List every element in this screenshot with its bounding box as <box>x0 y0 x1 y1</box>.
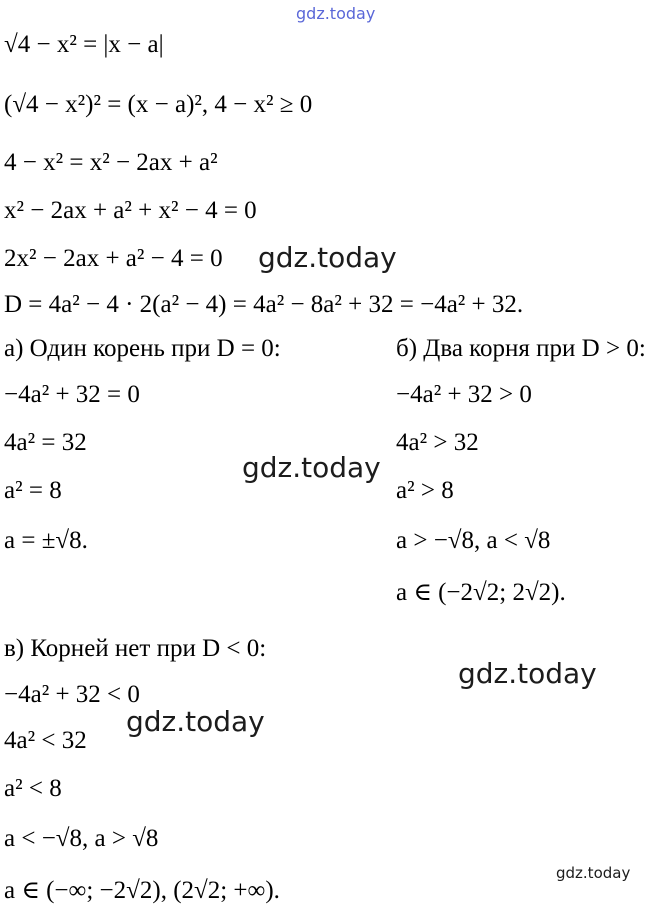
watermark-left: gdz.today <box>126 705 265 738</box>
case-b-line-5: a ∈ (−2√2; 2√2). <box>396 579 566 606</box>
case-c-heading: в) Корней нет при D < 0: <box>4 635 267 662</box>
case-c-line-3: a² < 8 <box>4 775 62 802</box>
case-a-line-2: 4a² = 32 <box>4 429 87 456</box>
case-a-heading: а) Один корень при D = 0: <box>4 335 281 362</box>
discriminant-line: D = 4a² − 4 · 2(a² − 4) = 4a² − 8a² + 32 = −4a² + 32. <box>4 291 524 318</box>
equation-line-2: (√4 − x²)² = (x − a)², 4 − x² ≥ 0 <box>4 91 313 118</box>
watermark-top: gdz.today <box>296 4 376 23</box>
watermark-middle: gdz.today <box>242 451 381 484</box>
equation-line-3: 4 − x² = x² − 2ax + a² <box>4 149 218 176</box>
equation-line-4: x² − 2ax + a² + x² − 4 = 0 <box>4 197 257 224</box>
watermark-inline: gdz.today <box>258 241 397 274</box>
equation-line-1: √4 − x² = |x − a| <box>4 31 164 58</box>
case-c-line-2: 4a² < 32 <box>4 727 87 754</box>
case-c-line-5: a ∈ (−∞; −2√2), (2√2; +∞). <box>4 877 280 904</box>
watermark-right: gdz.today <box>458 657 597 690</box>
case-a-line-1: −4a² + 32 = 0 <box>4 381 140 408</box>
watermark-bottom: gdz.today <box>556 864 631 882</box>
case-b-line-3: a² > 8 <box>396 477 454 504</box>
case-a-line-4: a = ±√8. <box>4 527 88 554</box>
case-c-line-1: −4a² + 32 < 0 <box>4 681 140 708</box>
case-b-heading: б) Два корня при D > 0: <box>396 335 646 362</box>
case-b-line-4: a > −√8, a < √8 <box>396 527 551 554</box>
case-c-line-4: a < −√8, a > √8 <box>4 825 159 852</box>
case-b-line-1: −4a² + 32 > 0 <box>396 381 532 408</box>
case-b-line-2: 4a² > 32 <box>396 429 479 456</box>
equation-line-5: 2x² − 2ax + a² − 4 = 0 <box>4 245 223 272</box>
case-a-line-3: a² = 8 <box>4 477 62 504</box>
